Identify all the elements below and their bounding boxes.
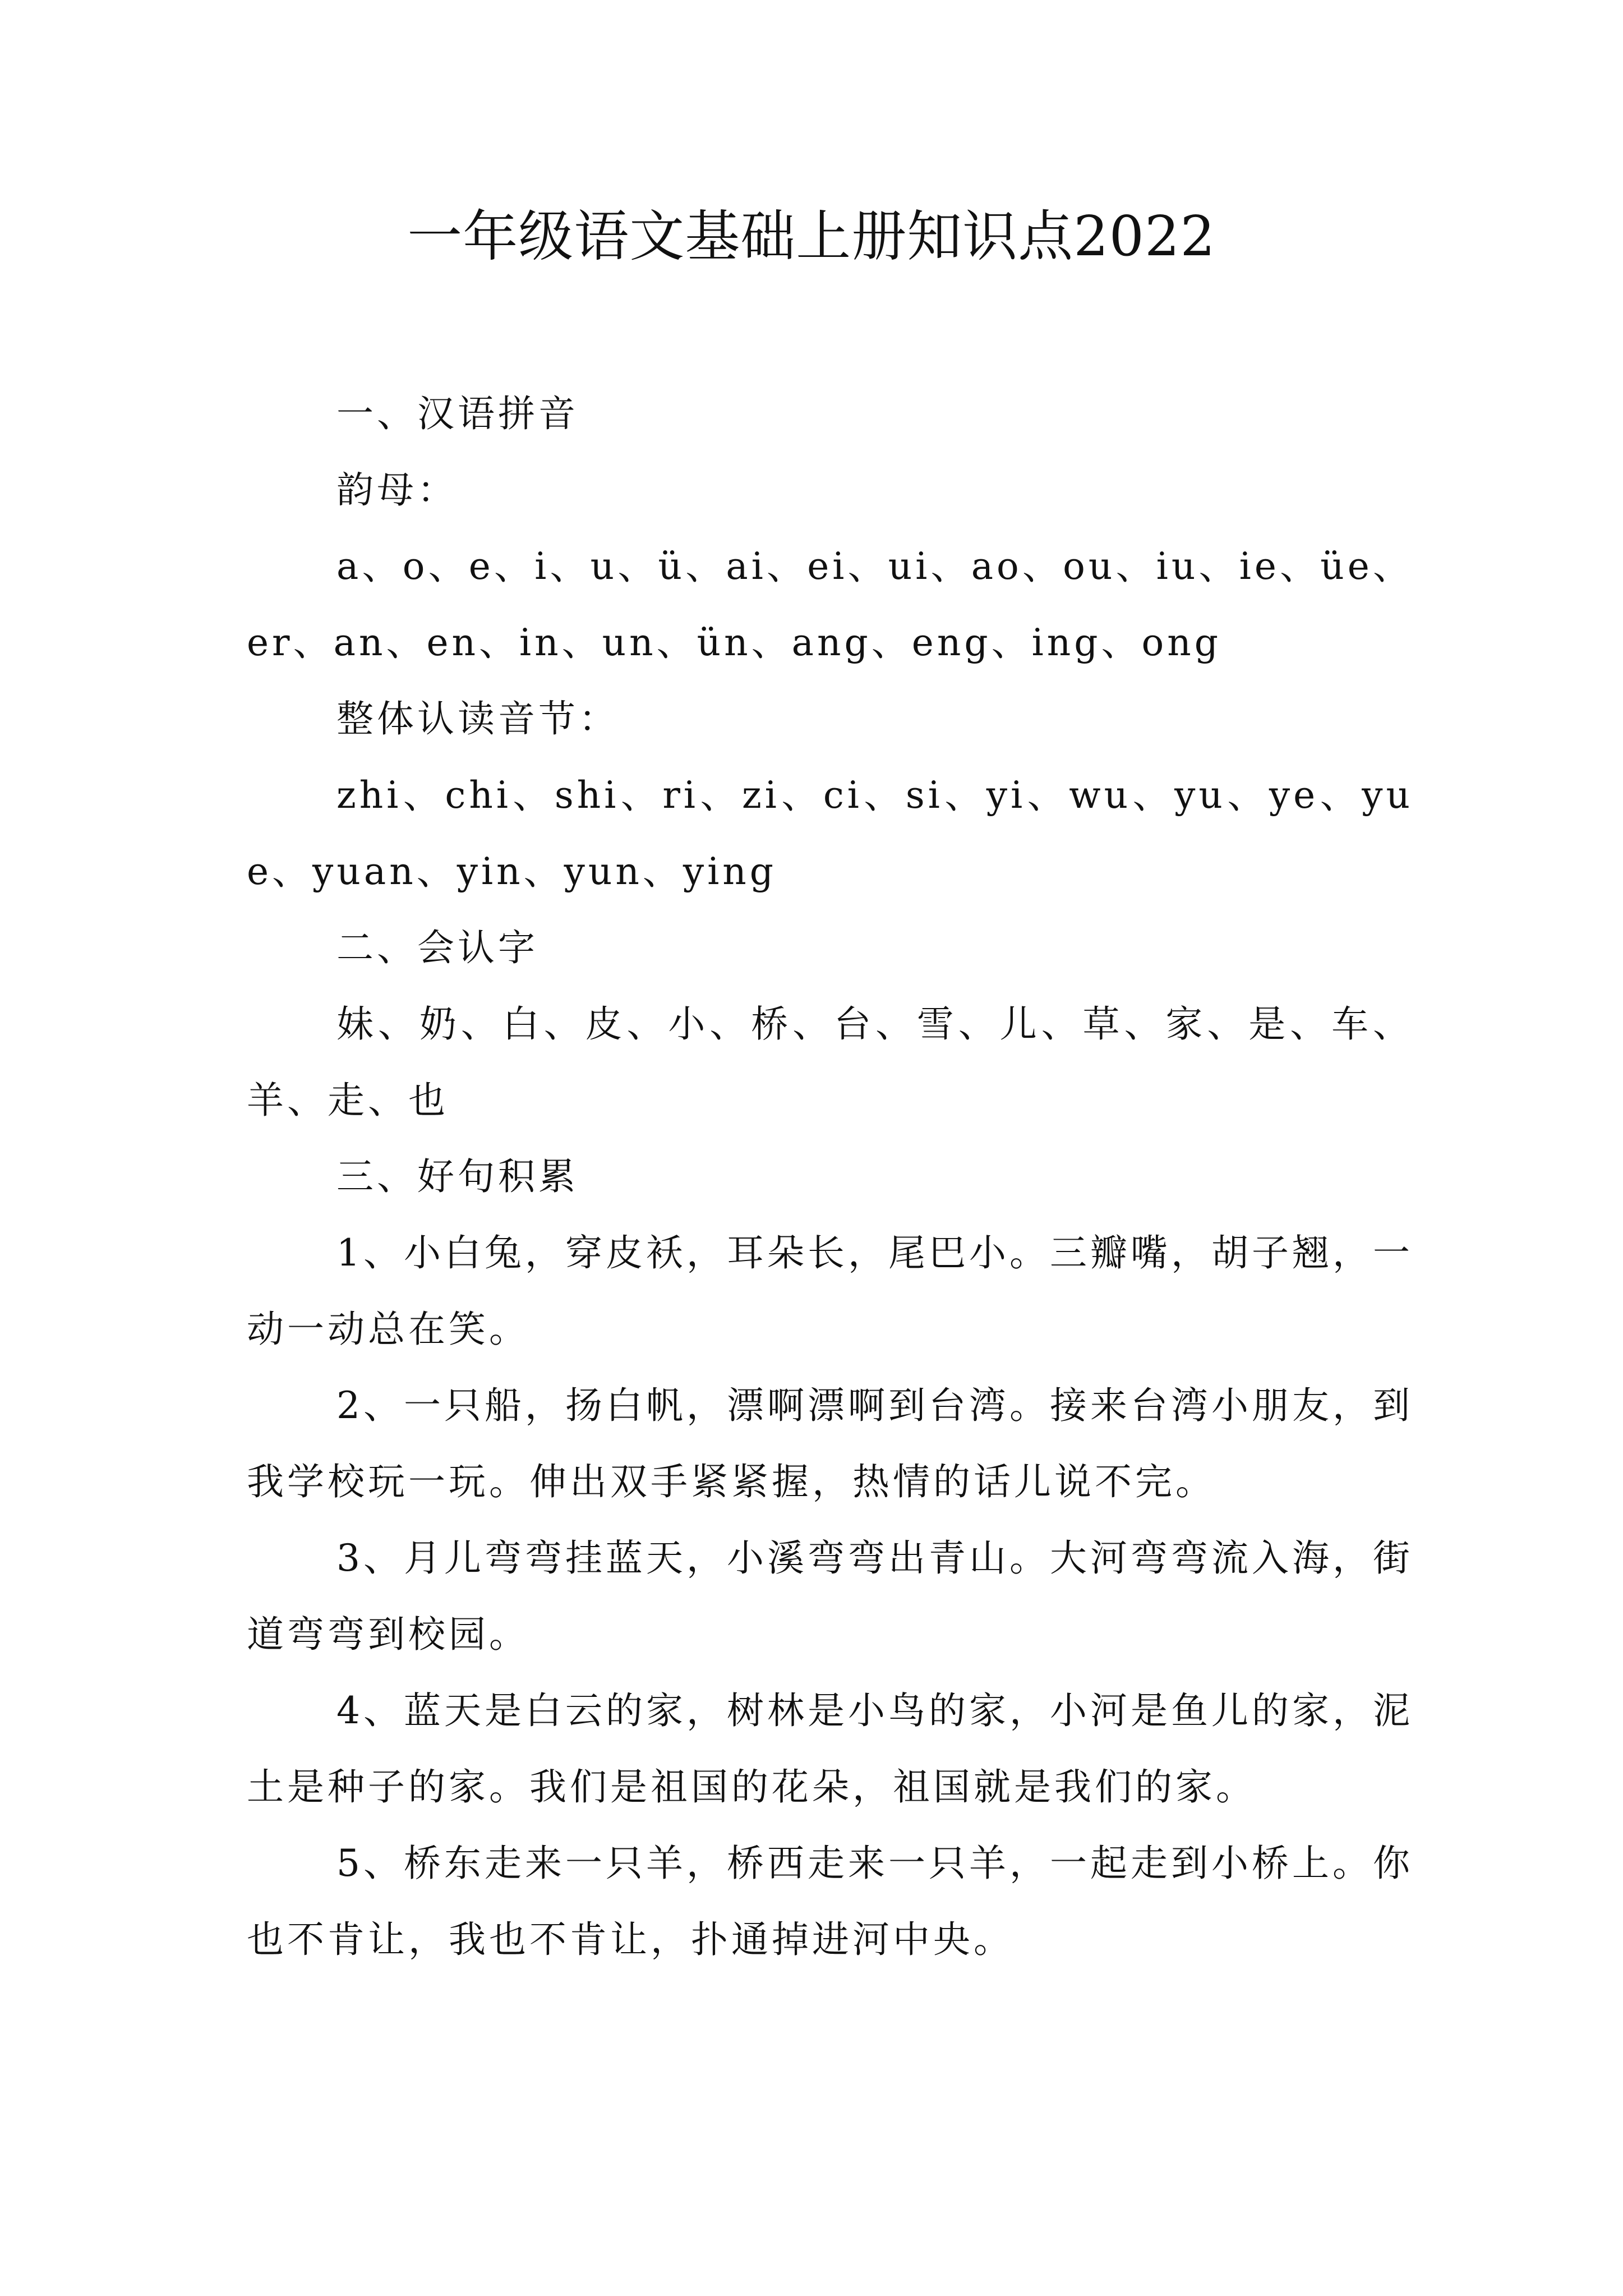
document-title: 一年级语文基础上册知识点2022	[407, 205, 1216, 269]
whole-syllables-list: zhi、chi、shi、ri、zi、ci、si、yi、wu、yu、ye、yue、yuan、yin、yun、ying	[247, 774, 1413, 893]
sentence-item-3: 3、月儿弯弯挂蓝天，小溪弯弯出青山。大河弯弯流入海，街道弯弯到校园。	[247, 1536, 1413, 1656]
section-heading-pinyin: 一、汉语拼音	[336, 392, 579, 435]
subheading-whole-syllables: 整体认读音节：	[336, 697, 619, 740]
characters-list: 妹、奶、白、皮、小、桥、台、雪、儿、草、家、是、车、羊、走、也	[247, 1002, 1413, 1122]
section-heading-sentences: 三、好句积累	[336, 1155, 579, 1198]
subheading-finals: 韵母：	[336, 468, 458, 512]
sentence-item-5: 5、桥东走来一只羊，桥西走来一只羊，一起走到小桥上。你也不肯让，我也不肯让，扑通掉进河中央。	[247, 1842, 1413, 1961]
document-body	[247, 376, 1413, 1978]
section-heading-characters: 二、会认字	[336, 926, 538, 969]
sentence-item-2: 2、一只船，扬白帆，漂啊漂啊到台湾。接来台湾小朋友，到我学校玩一玩。伸出双手紧紧握，热情的话儿说不完。	[247, 1384, 1413, 1503]
sentence-item-1: 1、小白兔，穿皮袄，耳朵长，尾巴小。三瓣嘴，胡子翘，一动一动总在笑。	[247, 1231, 1413, 1351]
sentence-item-4: 4、蓝天是白云的家，树林是小鸟的家，小河是鱼儿的家，泥土是种子的家。我们是祖国的花朵，祖国就是我们的家。	[247, 1689, 1413, 1809]
finals-list: a、o、e、i、u、ü、ai、ei、ui、ao、ou、iu、ie、üe、er、an、en、in、un、ün、ang、eng、ing、ong	[247, 545, 1413, 664]
